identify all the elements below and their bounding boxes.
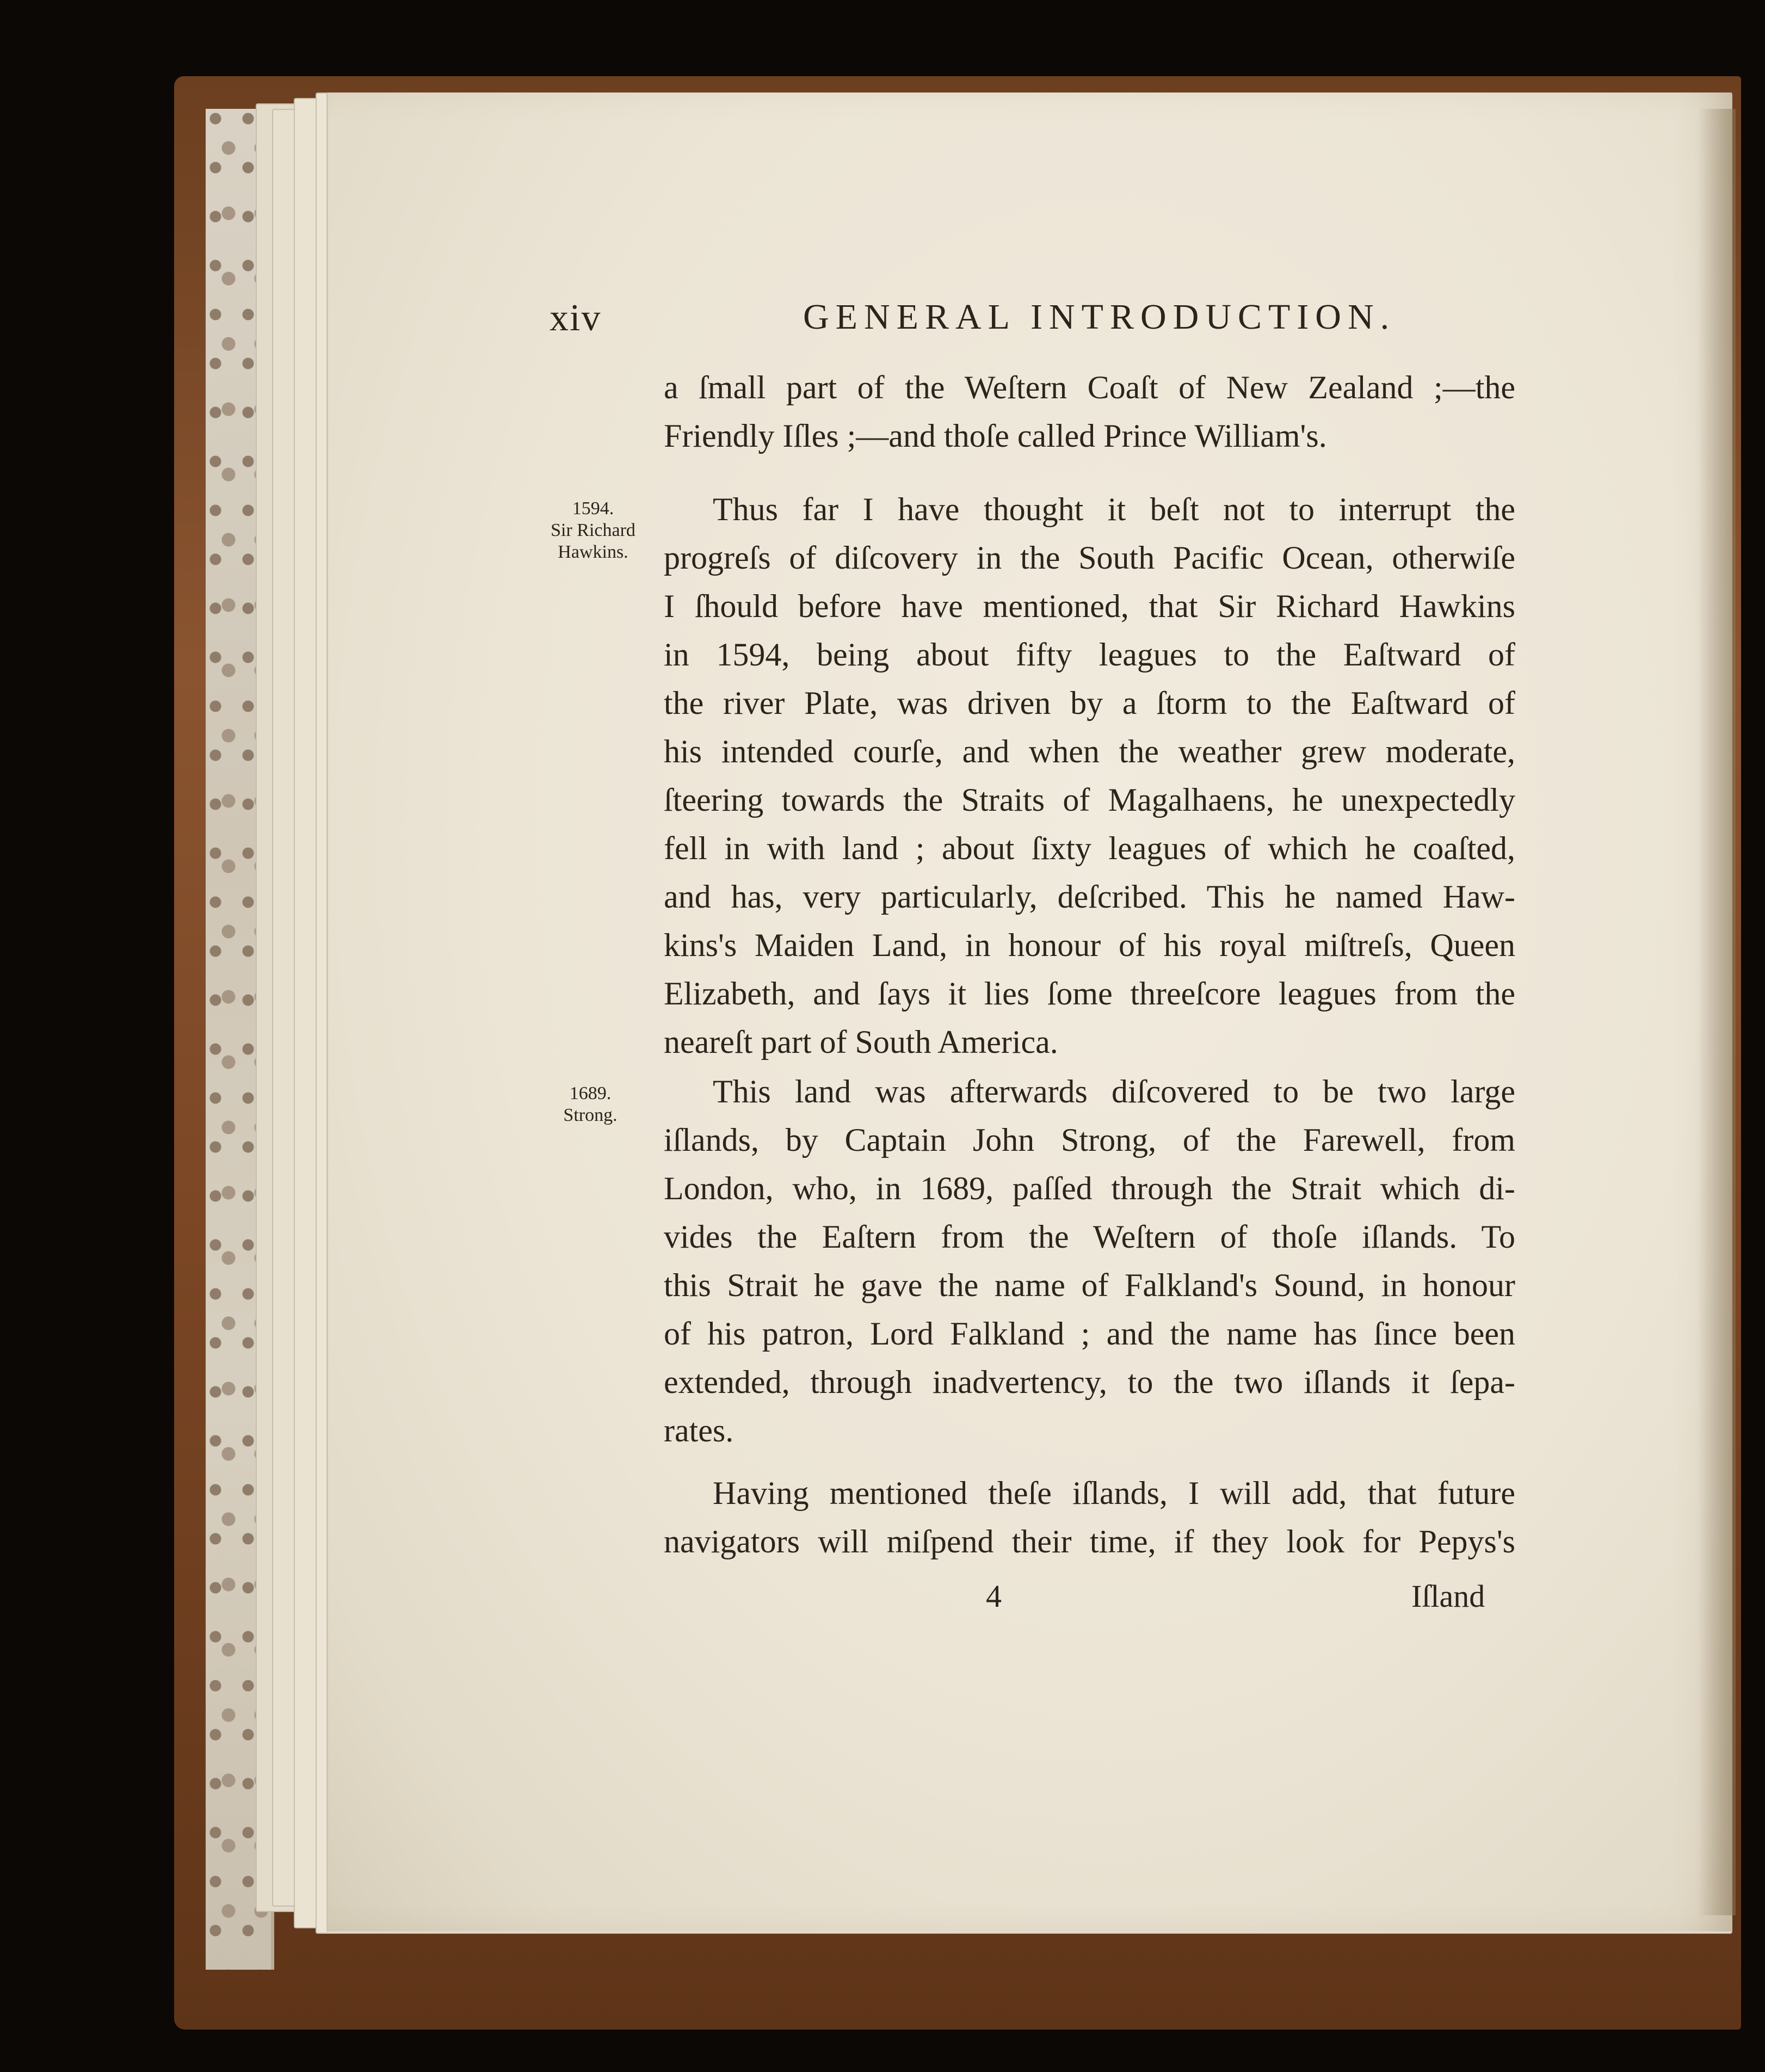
text-line: Having mentioned theſe iſlands, I will add, that future — [713, 1475, 1515, 1511]
text-line: Friendly Iſles ;—and thoſe called Prince William's. — [664, 418, 1327, 454]
text-line: this Strait he gave the name of Falkland's Sound, in honour — [664, 1267, 1515, 1303]
paragraph-hawkins — [664, 485, 1515, 1066]
sidenote-line: Strong. — [563, 1105, 618, 1125]
text-line: ſteering towards the Straits of Magalhaens, he unexpectedly — [664, 782, 1515, 818]
sidenote-1689 — [547, 1083, 634, 1126]
page-gutter-shadow — [1698, 109, 1736, 1915]
text-line: Thus far I have thought it beſt not to interrupt the — [713, 491, 1515, 527]
text-line: This land was afterwards diſcovered to be two large — [713, 1074, 1515, 1109]
paragraph-strong — [664, 1068, 1515, 1455]
text-line: of his patron, Lord Falkland ; and the name has ſince been — [664, 1316, 1515, 1352]
text-line: the river Plate, was driven by a ſtorm to the Eaſtward of — [664, 685, 1515, 721]
text-line: and has, very particularly, deſcribed. This he named Haw- — [664, 879, 1515, 915]
text-line: London, who, in 1689, paſſed through the Strait which di- — [664, 1170, 1515, 1206]
text-line: fell in with land ; about ſixty leagues of which he coaſted, — [664, 830, 1515, 866]
paragraph-having — [664, 1469, 1515, 1566]
paragraph-continuation — [664, 363, 1515, 460]
text-line: navigators will miſpend their time, if they look for Pepys's — [664, 1524, 1515, 1559]
signature-mark: 4 — [986, 1578, 1002, 1614]
text-line: vides the Eaſtern from the Weſtern of thoſe iſlands. To — [664, 1219, 1515, 1255]
text-line: his intended courſe, and when the weather grew moderate, — [664, 733, 1515, 769]
text-line: Elizabeth, and ſays it lies ſome threeſcore leagues from the — [664, 976, 1515, 1012]
text-line: iſlands, by Captain John Strong, of the Farewell, from — [664, 1122, 1515, 1158]
text-line: neareſt part of South America. — [664, 1024, 1058, 1060]
catchword: Iſland — [1411, 1578, 1485, 1614]
text-line: kins's Maiden Land, in honour of his royal miſtreſs, Queen — [664, 927, 1515, 963]
sidenote-line: Hawkins. — [558, 542, 628, 562]
text-line: progreſs of diſcovery in the South Pacific Ocean, otherwiſe — [664, 540, 1515, 576]
sidenote-line: 1689. — [569, 1083, 612, 1103]
text-line: a ſmall part of the Weſtern Coaſt of New Zealand ;—the — [664, 369, 1515, 405]
sidenote-line: Sir Richard — [551, 520, 635, 540]
text-line: in 1594, being about fifty leagues to the Eaſtward of — [664, 637, 1515, 673]
text-line: I ſhould before have mentioned, that Sir Richard Hawkins — [664, 588, 1515, 624]
sidenote-line: 1594. — [572, 498, 614, 519]
page-number: xiv — [550, 297, 602, 339]
text-line: extended, through inadvertency, to the two iſlands it ſepa- — [664, 1364, 1515, 1400]
sidenote-1594 — [550, 498, 637, 563]
text-line: rates. — [664, 1413, 734, 1448]
running-head: GENERAL INTRODUCTION. — [803, 297, 1396, 337]
